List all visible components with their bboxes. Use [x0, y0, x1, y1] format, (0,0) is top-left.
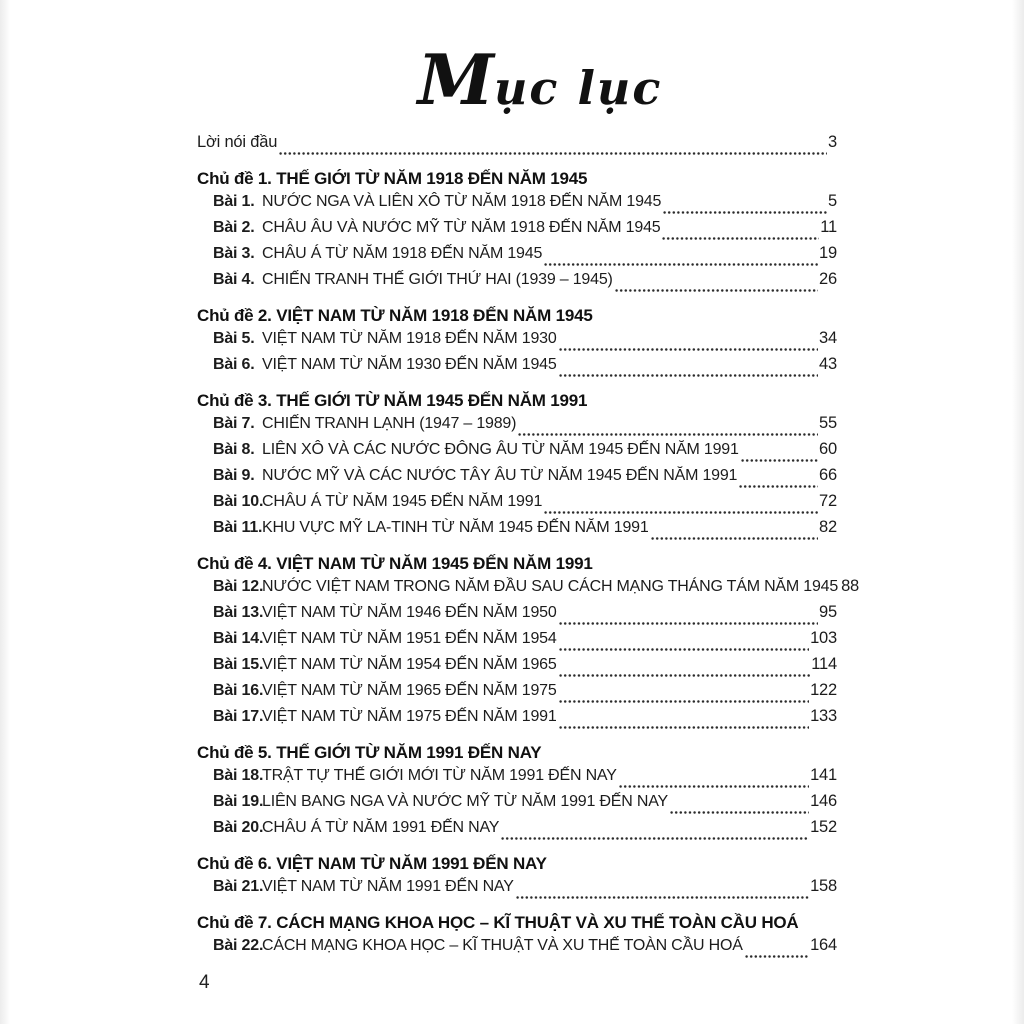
item-number: Bài 15. — [213, 656, 264, 673]
toc-item-row — [197, 244, 837, 270]
item-number: Bài 18. — [213, 767, 264, 784]
section-items — [197, 877, 837, 903]
toc-item-row — [197, 681, 837, 707]
item-title: CHÂU Á TỪ NĂM 1918 ĐẾN NĂM 1945 — [262, 245, 543, 262]
toc-section — [197, 739, 837, 844]
item-title: VIỆT NAM TỪ NĂM 1991 ĐẾN NAY — [262, 878, 514, 895]
dotted-leader — [663, 211, 827, 214]
item-title: CHÂU Á TỪ NĂM 1991 ĐẾN NAY — [262, 819, 500, 836]
item-number: Bài 11. — [213, 519, 263, 536]
dotted-leader — [518, 433, 818, 436]
toc-item-row — [197, 603, 837, 629]
dotted-leader — [559, 348, 818, 351]
item-title: VIỆT NAM TỪ NĂM 1965 ĐẾN NĂM 1975 — [262, 682, 557, 699]
item-page-number: 152 — [810, 818, 837, 836]
toc-section — [197, 550, 860, 733]
item-number: Bài 21. — [213, 878, 264, 895]
item-page-number: 103 — [810, 629, 837, 647]
preface-page-number: 3 — [828, 133, 837, 151]
item-title: TRẬT TỰ THẾ GIỚI MỚI TỪ NĂM 1991 ĐẾN NAY — [262, 767, 617, 784]
item-page-number: 26 — [819, 270, 837, 288]
page-title: Mục lục — [417, 40, 663, 121]
toc-content — [197, 40, 860, 962]
item-number: Bài 9. — [213, 467, 255, 484]
dotted-leader — [559, 374, 818, 377]
item-title: VIỆT NAM TỪ NĂM 1951 ĐẾN NĂM 1954 — [262, 630, 557, 647]
item-page-number: 133 — [810, 707, 837, 725]
toc-item-row — [197, 818, 837, 844]
footer-page-number: 4 — [199, 972, 210, 993]
dotted-leader — [516, 896, 809, 899]
item-number: Bài 6. — [213, 356, 255, 373]
item-title: VIỆT NAM TỪ NĂM 1975 ĐẾN NĂM 1991 — [262, 708, 557, 725]
item-title: CHÂU Á TỪ NĂM 1945 ĐẾN NĂM 1991 — [262, 493, 543, 510]
dotted-leader — [279, 152, 827, 155]
section-items — [197, 414, 837, 544]
item-number: Bài 7. — [213, 415, 255, 432]
section-heading: Chủ đề 1. THẾ GIỚI TỪ NĂM 1918 ĐẾN NĂM 1945 — [197, 169, 588, 188]
item-number: Bài 8. — [213, 441, 255, 458]
section-heading: Chủ đề 7. CÁCH MẠNG KHOA HỌC – KĨ THUẬT VÀ XU THẾ TOÀN CẦU HOÁ — [197, 913, 799, 932]
toc-section — [197, 165, 837, 296]
item-page-number: 43 — [819, 355, 837, 373]
item-title: CÁCH MẠNG KHOA HỌC – KĨ THUẬT VÀ XU THẾ TOÀN CẦU HOÁ — [262, 937, 743, 954]
toc-item-row — [197, 492, 837, 518]
item-number: Bài 2. — [213, 219, 255, 236]
section-heading: Chủ đề 5. THẾ GIỚI TỪ NĂM 1991 ĐẾN NAY — [197, 743, 542, 762]
toc-item-row — [197, 655, 837, 681]
section-items — [197, 329, 837, 381]
item-title: CHIẾN TRANH LẠNH (1947 – 1989) — [262, 415, 517, 432]
item-number: Bài 17. — [213, 708, 264, 725]
toc-item-row — [197, 707, 837, 733]
item-number: Bài 13. — [213, 604, 264, 621]
toc-item-row — [197, 629, 837, 655]
item-number: Bài 19. — [213, 793, 264, 810]
item-page-number: 114 — [811, 655, 837, 673]
item-page-number: 34 — [819, 329, 837, 347]
toc-item-row — [197, 329, 837, 355]
dotted-leader — [544, 263, 818, 266]
toc-item-row — [197, 936, 837, 962]
toc-item-row — [197, 192, 837, 218]
toc-item-row — [197, 218, 837, 244]
toc-section — [197, 387, 837, 544]
item-title: CHIẾN TRANH THẾ GIỚI THỨ HAI (1939 – 1945) — [262, 271, 613, 288]
item-title: NƯỚC VIỆT NAM TRONG NĂM ĐẦU SAU CÁCH MẠNG THÁNG TÁM NĂM 1945 — [262, 578, 839, 595]
preface-label: Lời nói đầu — [197, 133, 278, 151]
preface-row — [197, 133, 837, 159]
toc-sections — [197, 165, 860, 962]
item-number: Bài 1. — [213, 193, 255, 210]
item-page-number: 164 — [810, 936, 837, 954]
item-number: Bài 16. — [213, 682, 264, 699]
dotted-leader — [559, 622, 818, 625]
item-number: Bài 14. — [213, 630, 264, 647]
dotted-leader — [651, 537, 819, 540]
dotted-leader — [544, 511, 818, 514]
dotted-leader — [619, 785, 809, 788]
item-title: KHU VỰC MỸ LA-TINH TỪ NĂM 1945 ĐẾN NĂM 1991 — [262, 519, 649, 536]
toc-item-row — [197, 270, 837, 296]
toc-item-row — [197, 440, 837, 466]
item-page-number: 19 — [819, 244, 837, 262]
toc-item-row — [197, 355, 837, 381]
item-number: Bài 20. — [213, 819, 264, 836]
item-title: LIÊN BANG NGA VÀ NƯỚC MỸ TỪ NĂM 1991 ĐẾN NAY — [262, 793, 668, 810]
section-heading: Chủ đề 6. VIỆT NAM TỪ NĂM 1991 ĐẾN NAY — [197, 854, 547, 873]
item-number: Bài 4. — [213, 271, 255, 288]
toc-item-row — [197, 414, 837, 440]
dotted-leader — [559, 700, 809, 703]
toc-item-row — [197, 766, 837, 792]
item-page-number: 5 — [828, 192, 837, 210]
item-title: LIÊN XÔ VÀ CÁC NƯỚC ĐÔNG ÂU TỪ NĂM 1945 ĐẾN NĂM 1991 — [262, 441, 739, 458]
item-page-number: 11 — [820, 218, 837, 236]
item-number: Bài 10. — [213, 493, 264, 510]
item-page-number: 72 — [819, 492, 837, 510]
section-items — [197, 577, 860, 733]
dotted-leader — [559, 726, 809, 729]
item-title: NƯỚC NGA VÀ LIÊN XÔ TỪ NĂM 1918 ĐẾN NĂM 1945 — [262, 193, 662, 210]
item-page-number: 88 — [841, 577, 860, 595]
section-heading: Chủ đề 2. VIỆT NAM TỪ NĂM 1918 ĐẾN NĂM 1945 — [197, 306, 593, 325]
toc-section — [197, 302, 837, 381]
item-page-number: 141 — [810, 766, 837, 784]
toc-item-row — [197, 518, 837, 544]
item-title: NƯỚC MỸ VÀ CÁC NƯỚC TÂY ÂU TỪ NĂM 1945 ĐẾN NĂM 1991 — [262, 467, 738, 484]
item-page-number: 95 — [819, 603, 837, 621]
item-title: VIỆT NAM TỪ NĂM 1930 ĐẾN NĂM 1945 — [262, 356, 557, 373]
toc-section — [197, 850, 837, 903]
dotted-leader — [745, 955, 809, 958]
item-title: CHÂU ÂU VÀ NƯỚC MỸ TỪ NĂM 1918 ĐẾN NĂM 1945 — [262, 219, 661, 236]
section-items — [197, 936, 837, 962]
item-page-number: 55 — [819, 414, 837, 432]
dotted-leader — [559, 674, 811, 677]
dotted-leader — [741, 459, 818, 462]
item-page-number: 82 — [819, 518, 837, 536]
item-title: VIỆT NAM TỪ NĂM 1946 ĐẾN NĂM 1950 — [262, 604, 557, 621]
toc-item-row — [197, 877, 837, 903]
item-number: Bài 12. — [213, 578, 264, 595]
item-page-number: 146 — [810, 792, 837, 810]
dotted-leader — [662, 237, 819, 240]
dotted-leader — [501, 837, 809, 840]
section-items — [197, 766, 837, 844]
item-page-number: 60 — [819, 440, 837, 458]
dotted-leader — [739, 485, 818, 488]
section-heading: Chủ đề 4. VIỆT NAM TỪ NĂM 1945 ĐẾN NĂM 1991 — [197, 554, 593, 573]
dotted-leader — [670, 811, 809, 814]
toc-item-row — [197, 577, 860, 603]
item-title: VIỆT NAM TỪ NĂM 1954 ĐẾN NĂM 1965 — [262, 656, 557, 673]
item-page-number: 158 — [810, 877, 837, 895]
toc-item-row — [197, 466, 837, 492]
item-number: Bài 22. — [213, 937, 264, 954]
item-number: Bài 3. — [213, 245, 255, 262]
dotted-leader — [559, 648, 809, 651]
dotted-leader — [615, 289, 818, 292]
item-page-number: 66 — [819, 466, 837, 484]
item-number: Bài 5. — [213, 330, 255, 347]
toc-section — [197, 909, 837, 962]
section-items — [197, 192, 837, 296]
section-heading: Chủ đề 3. THẾ GIỚI TỪ NĂM 1945 ĐẾN NĂM 1991 — [197, 391, 588, 410]
item-page-number: 122 — [810, 681, 837, 699]
item-title: VIỆT NAM TỪ NĂM 1918 ĐẾN NĂM 1930 — [262, 330, 557, 347]
toc-item-row — [197, 792, 837, 818]
